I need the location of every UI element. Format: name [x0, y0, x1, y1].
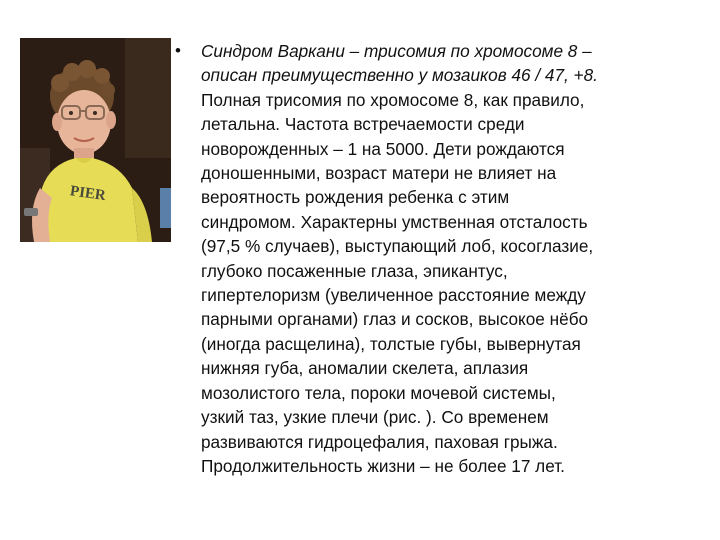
text-run: описан преимущественно у мозаиков 46 / 47, +8.: [201, 65, 598, 86]
text-line: [201, 430, 675, 454]
text-line: [201, 63, 675, 87]
text-run: синдромом. Характерны умственная отсталость: [201, 211, 588, 232]
text-run: гипертелоризм (увеличенное расстояние между: [201, 285, 586, 306]
text-line: [201, 259, 675, 283]
text-line: [201, 210, 675, 234]
text-line: [201, 332, 675, 356]
text-line: [201, 234, 675, 258]
text-line: [201, 283, 675, 307]
text-run: Продолжительность жизни – не более 17 лет.: [201, 455, 565, 476]
text-line: [201, 381, 675, 405]
paragraph: [201, 39, 675, 478]
text-run: нижняя губа, аномалии скелета, аплазия: [201, 358, 529, 379]
child-photo: [20, 38, 171, 242]
text-run: Полная трисомия по хромосоме 8, как правило,: [201, 89, 585, 110]
text-line: [201, 307, 675, 331]
text-line: [201, 405, 675, 429]
text-run: (иногда расщелина), толстые губы, вывернутая: [201, 333, 581, 354]
text-run: парными органами) глаз и сосков, высокое нёбо: [201, 309, 589, 330]
text-line: [201, 88, 675, 112]
text-line: [201, 112, 675, 136]
text-line: [201, 161, 675, 185]
text-run: узкий таз, узкие плечи (рис. ). Со временем: [201, 407, 549, 428]
text-run: мозолистого тела, пороки мочевой системы,: [201, 382, 556, 403]
text-line: [201, 137, 675, 161]
text-run: (97,5 % случаев), выступающий лоб, косоглазие,: [201, 236, 594, 257]
text-line: [201, 39, 675, 63]
text-run: вероятность рождения ребенка с этим: [201, 187, 510, 208]
text-run: Синдром Варкани – трисомия по хромосоме 8 –: [201, 41, 592, 61]
text-run: доношенными, возраст матери не влияет на: [201, 163, 557, 184]
text-run: развиваются гидроцефалия, паховая грыжа.: [201, 431, 558, 452]
text-line: [201, 185, 675, 209]
text-run: летальна. Частота встречаемости среди: [201, 114, 525, 135]
text-run: новорожденных – 1 на 5000. Дети рождаются: [201, 138, 565, 159]
text-run: глубоко посаженные глаза, эпикантус,: [201, 260, 508, 281]
text-line: [201, 454, 675, 478]
shirt-lettering: PIER: [68, 183, 107, 205]
child-photo-illustration: [20, 38, 171, 242]
bullet-marker: •: [175, 41, 181, 60]
main-text: [175, 39, 675, 478]
text-line: [201, 356, 675, 380]
